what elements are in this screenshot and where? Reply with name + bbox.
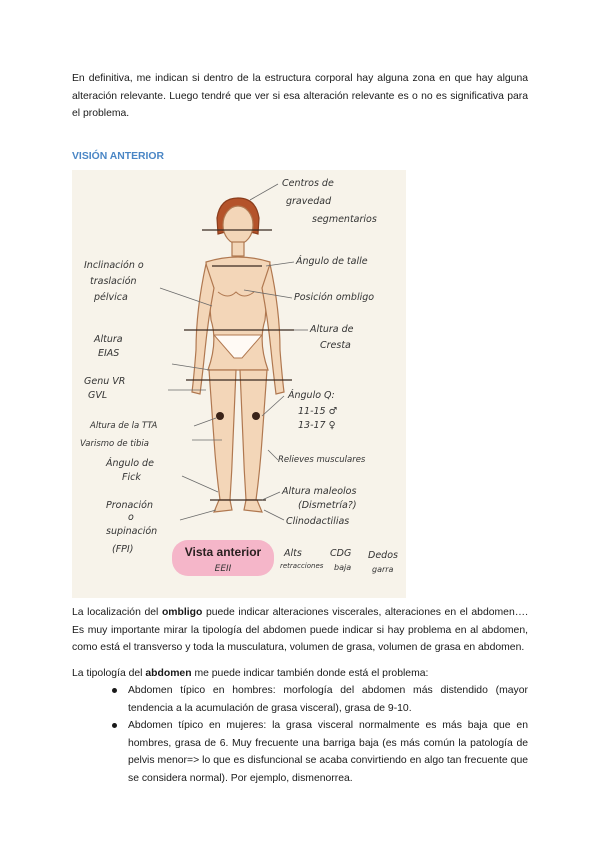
label-angulo-talle: Ángulo de talle (296, 256, 368, 267)
label-angulo-q-1: Ángulo Q: (288, 390, 335, 401)
abdomen-bold: abdomen (145, 668, 192, 679)
label-angulo-fick-2: Fick (122, 472, 141, 483)
label-posicion-ombligo: Posición ombligo (294, 292, 375, 303)
label-dedos-2: garra (372, 565, 394, 574)
bullet-dot-icon (112, 688, 117, 693)
label-altura-maleolos-2: (Dismetría?) (298, 500, 357, 511)
label-relieves: Relieves musculares (278, 455, 366, 465)
anatomy-drawing (72, 170, 406, 598)
ombligo-bold: ombligo (161, 607, 203, 618)
label-inclinacion-2: traslación (90, 276, 137, 287)
label-altura-maleolos-1: Altura maleolos (282, 486, 357, 497)
abdomen-paragraph (72, 665, 528, 683)
label-altura-tta: Altura de la TTA (90, 421, 158, 431)
label-altura-eias-2: EIAS (98, 348, 120, 359)
ombligo-paragraph (72, 604, 528, 657)
label-altura-eias-1: Altura (94, 334, 123, 345)
label-clinodactilias: Clinodactilias (286, 516, 350, 527)
figure-subtitle: EEII (214, 564, 232, 574)
label-pronacion-4: (FPI) (112, 544, 134, 555)
label-altura-cresta-1: Altura de (310, 324, 354, 335)
label-centros-1: Centros de (282, 178, 334, 189)
figure-title: Vista anterior (184, 545, 262, 559)
label-alts-1: Alts (284, 548, 302, 559)
label-genu-2: GVL (88, 390, 108, 401)
label-pronacion-1: Pronación (106, 500, 153, 511)
label-varismo: Varismo de tibia (80, 439, 149, 449)
label-angulo-q-2: 11-15 ♂ (298, 406, 338, 417)
label-alts-2: retracciones (280, 562, 324, 570)
label-centros-2: gravedad (286, 196, 332, 207)
label-angulo-q-3: 13-17 ♀ (298, 420, 336, 431)
bullet-text: Abdomen típico en mujeres: la grasa visceral normalmente es más baja que en hombres, grasa de 6. Muy frecuente una barriga baja (es más común la patología de pelvis menor=> lo que es disfuncional se acaba convirtiendo en algo tan frecuente que se considera normal). Por ejemplo, dismenorrea. (128, 720, 528, 784)
section-heading: VISIÓN ANTERIOR (72, 151, 164, 162)
label-pronacion-3: supinación (106, 526, 158, 537)
ombligo-rest: puede indicar alteraciones viscerales, alteraciones en el abdomen…. Es muy importante mirar la tipología del abdomen puede indicar si hay problema en al abdomen, como está el transverso y toda la musculatura, volumen de grasa, volumen de grasa en abdomen. (72, 607, 528, 653)
label-angulo-fick-1: Ángulo de (106, 458, 154, 469)
label-centros-3: segmentarios (312, 214, 377, 225)
label-altura-cresta-2: Cresta (320, 340, 351, 351)
label-pronacion-2: o (128, 512, 134, 523)
label-inclinacion-1: Inclinación o (84, 260, 144, 271)
label-genu-1: Genu VR (84, 376, 126, 387)
abdomen-lead: La tipología del (72, 668, 146, 679)
abdomen-rest: me puede indicar también donde está el problema: (191, 668, 429, 679)
label-cdg-2: baja (334, 563, 352, 572)
label-cdg-1: CDG (330, 548, 352, 559)
list-item (72, 682, 528, 717)
label-inclinacion-3: pélvica (94, 292, 128, 303)
label-dedos-1: Dedos (368, 550, 398, 561)
ombligo-lead: La localización del (72, 607, 162, 618)
bullet-text: Abdomen típico en hombres: morfología del abdomen más distendido (mayor tendencia a la acumulación de grasa visceral), grasa de 9-10. (128, 685, 528, 714)
bullet-dot-icon (112, 723, 117, 728)
anatomy-figure (72, 170, 406, 598)
intro-paragraph: En definitiva, me indican si dentro de la estructura corporal hay alguna zona en que hay alguna alteración relevante. Luego tendré que ver si esa alteración relevante es o no es significativa para el problema. (72, 73, 528, 119)
abdomen-bullet-list (72, 682, 528, 787)
list-item (72, 717, 528, 787)
